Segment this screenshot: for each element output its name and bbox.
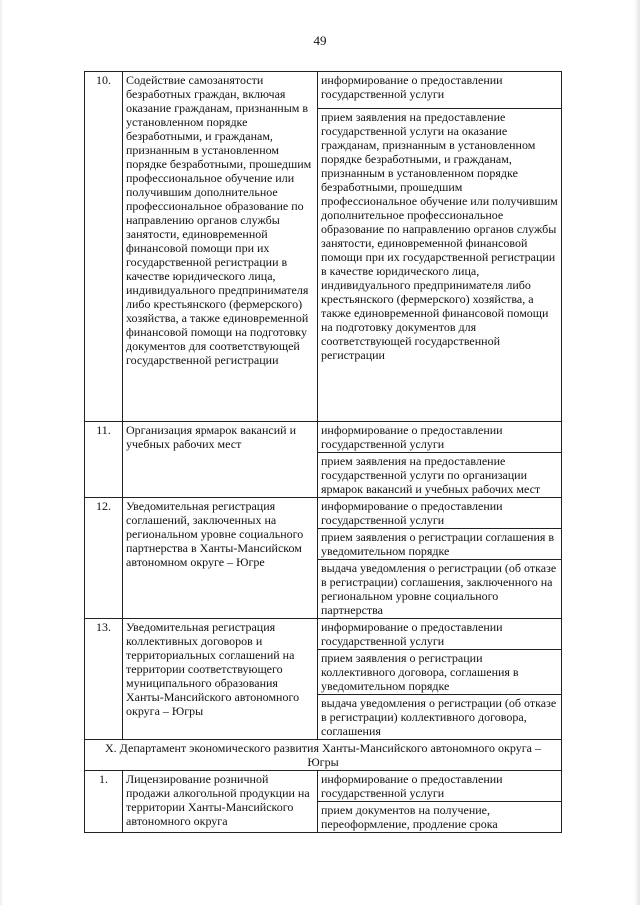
service-step: прием заявления о регистрации коллективного договора, соглашения в уведомительном порядке [318,650,562,695]
table-row [85,619,562,650]
service-step: информирование о предоставлении государственной услуги [318,498,562,529]
row-number: 1. [85,771,123,833]
table-row [85,740,562,771]
service-step: выдача уведомления о регистрации (об отказе в регистрации) коллективного договора, соглашения [318,695,562,740]
service-name: Уведомительная регистрация соглашений, заключенных на региональном уровне социального партнерства в Ханты-Мансийском автономном округе – Югре [123,498,318,619]
service-step: прием документов на получение, переоформление, продление срока [318,802,562,833]
service-step: информирование о предоставлении государственной услуги [318,72,562,109]
scan-edge-right [634,0,640,905]
row-number: 12. [85,498,123,619]
row-number: 10. [85,72,123,422]
section-heading: X. Департамент экономического развития Ханты-Мансийского автономного округа – Югры [85,740,562,771]
table-row [85,422,562,453]
services-table [84,71,562,833]
service-name: Содействие самозанятости безработных граждан, включая оказание гражданам, признанным в установленном порядке безработными, и гражданам, признанным в установленном порядке безработными, прошедшим профессиональное обучение или получившим дополнительное профессиональное образование по направлению органов службы занятости, единовременной финансовой помощи при их государственной регистрации в качестве юридического лица, индивидуального предпринимателя либо крестьянского (фермерского) хозяйства, а также единовременной финансовой помощи на подготовку документов для соответствующей государственной регистрации [123,72,318,422]
scan-edge-left [0,0,3,905]
page-number: 49 [313,33,327,48]
row-number: 13. [85,619,123,740]
table-row [85,771,562,802]
service-name: Лицензирование розничной продажи алкогольной продукции на территории Ханты-Мансийского автономного округа [123,771,318,833]
row-number: 11. [85,422,123,498]
service-step: информирование о предоставлении государственной услуги [318,422,562,453]
service-name: Уведомительная регистрация коллективных договоров и территориальных соглашений на территории соответствующего муниципального образования Ханты-Мансийского автономного округа – Югры [123,619,318,740]
table-row [85,498,562,529]
service-step: информирование о предоставлении государственной услуги [318,619,562,650]
service-name: Организация ярмарок вакансий и учебных рабочих мест [123,422,318,498]
service-step: информирование о предоставлении государственной услуги [318,771,562,802]
service-step: прием заявления на предоставление государственной услуги по организации ярмарок вакансий и учебных рабочих мест [318,453,562,498]
service-step: прием заявления о регистрации соглашения в уведомительном порядке [318,529,562,560]
service-step: прием заявления на предоставление государственной услуги на оказание гражданам, признанным в установленном порядке безработными, и гражданам, признанным в установленном порядке безработными, прошедшим профессиональное обучение или получившим дополнительное профессиональное образование по направлению органов службы занятости, единовременной финансовой помощи при их государственной регистрации в качестве юридического лица, индивидуального предпринимателя либо крестьянского (фермерского) хозяйства, а также единовременной финансовой помощи на подготовку документов для соответствующей государственной регистрации [318,109,562,422]
service-step: выдача уведомления о регистрации (об отказе в регистрации) соглашения, заключенного на региональном уровне социального партнерства [318,560,562,619]
table-row [85,72,562,109]
